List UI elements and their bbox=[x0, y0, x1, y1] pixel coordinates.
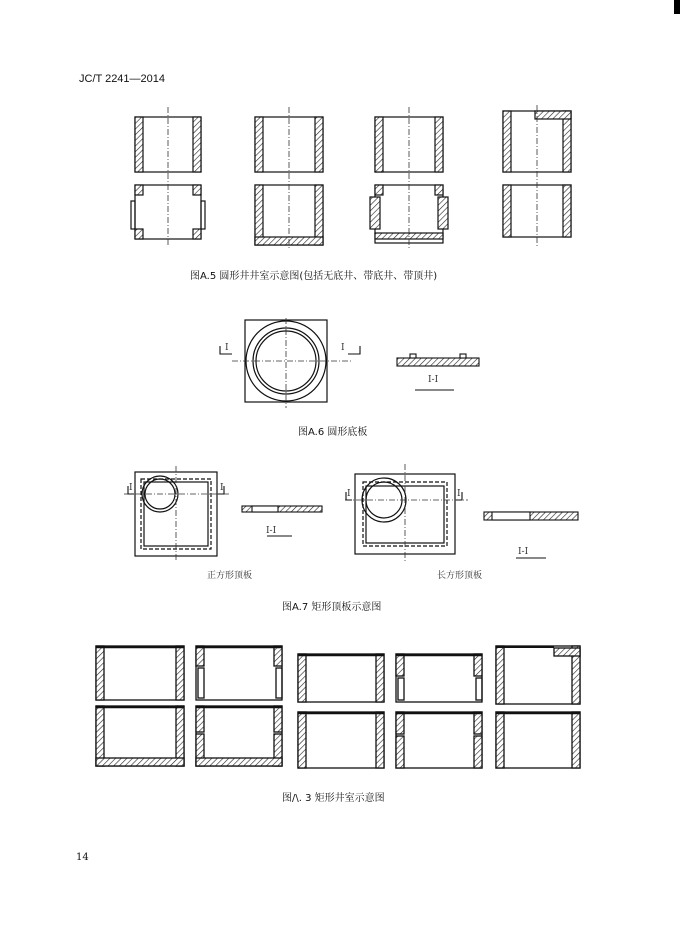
page-number: 14 bbox=[76, 852, 89, 863]
rect-well-4-bottom bbox=[396, 712, 482, 768]
rect-well-4-top bbox=[396, 654, 482, 702]
rect-well-3-bottom bbox=[298, 712, 384, 768]
rect-well-1-top bbox=[96, 646, 184, 700]
a7-left-section-label: I-I bbox=[266, 526, 277, 536]
a7-left-label: 正方形顶板 bbox=[207, 571, 253, 581]
corner-mark bbox=[674, 0, 680, 14]
figure-a6-drawing bbox=[212, 318, 482, 416]
a7-marker-3: I bbox=[347, 489, 351, 499]
a6-section-label: I-I bbox=[428, 375, 439, 385]
figure-a5-caption: 图A.5 圆形井井室示意图(包括无底井、带底井、带顶井) bbox=[190, 271, 438, 282]
rect-well-5-bottom bbox=[496, 712, 580, 768]
standard-code: JC/T 2241—2014 bbox=[79, 73, 166, 85]
rect-well-1-bottom bbox=[96, 706, 184, 766]
figure-a7-caption: 图A.7 矩形顶板示意图 bbox=[282, 602, 382, 613]
a7-right-label: 长方形顶板 bbox=[437, 571, 483, 581]
rect-well-2-bottom bbox=[196, 706, 282, 766]
figure-a8-drawing bbox=[92, 640, 592, 772]
rect-well-5-top bbox=[496, 646, 580, 704]
a7-marker-2: I bbox=[220, 483, 224, 493]
a6-marker-left: I bbox=[225, 343, 229, 353]
figure-a6-caption: 图A.6 圆形底板 bbox=[298, 427, 368, 438]
a6-marker-right: I bbox=[341, 343, 345, 353]
figure-a5-drawing bbox=[125, 105, 585, 250]
rect-well-2-top bbox=[196, 646, 282, 700]
a7-right-section-label: I-I bbox=[518, 547, 529, 557]
a7-marker-4: I bbox=[457, 489, 461, 499]
a7-marker-1: I bbox=[129, 483, 133, 493]
figure-a8-caption: 图/\. 3 矩形井室示意图 bbox=[282, 793, 385, 804]
rect-well-3-top bbox=[298, 654, 384, 702]
